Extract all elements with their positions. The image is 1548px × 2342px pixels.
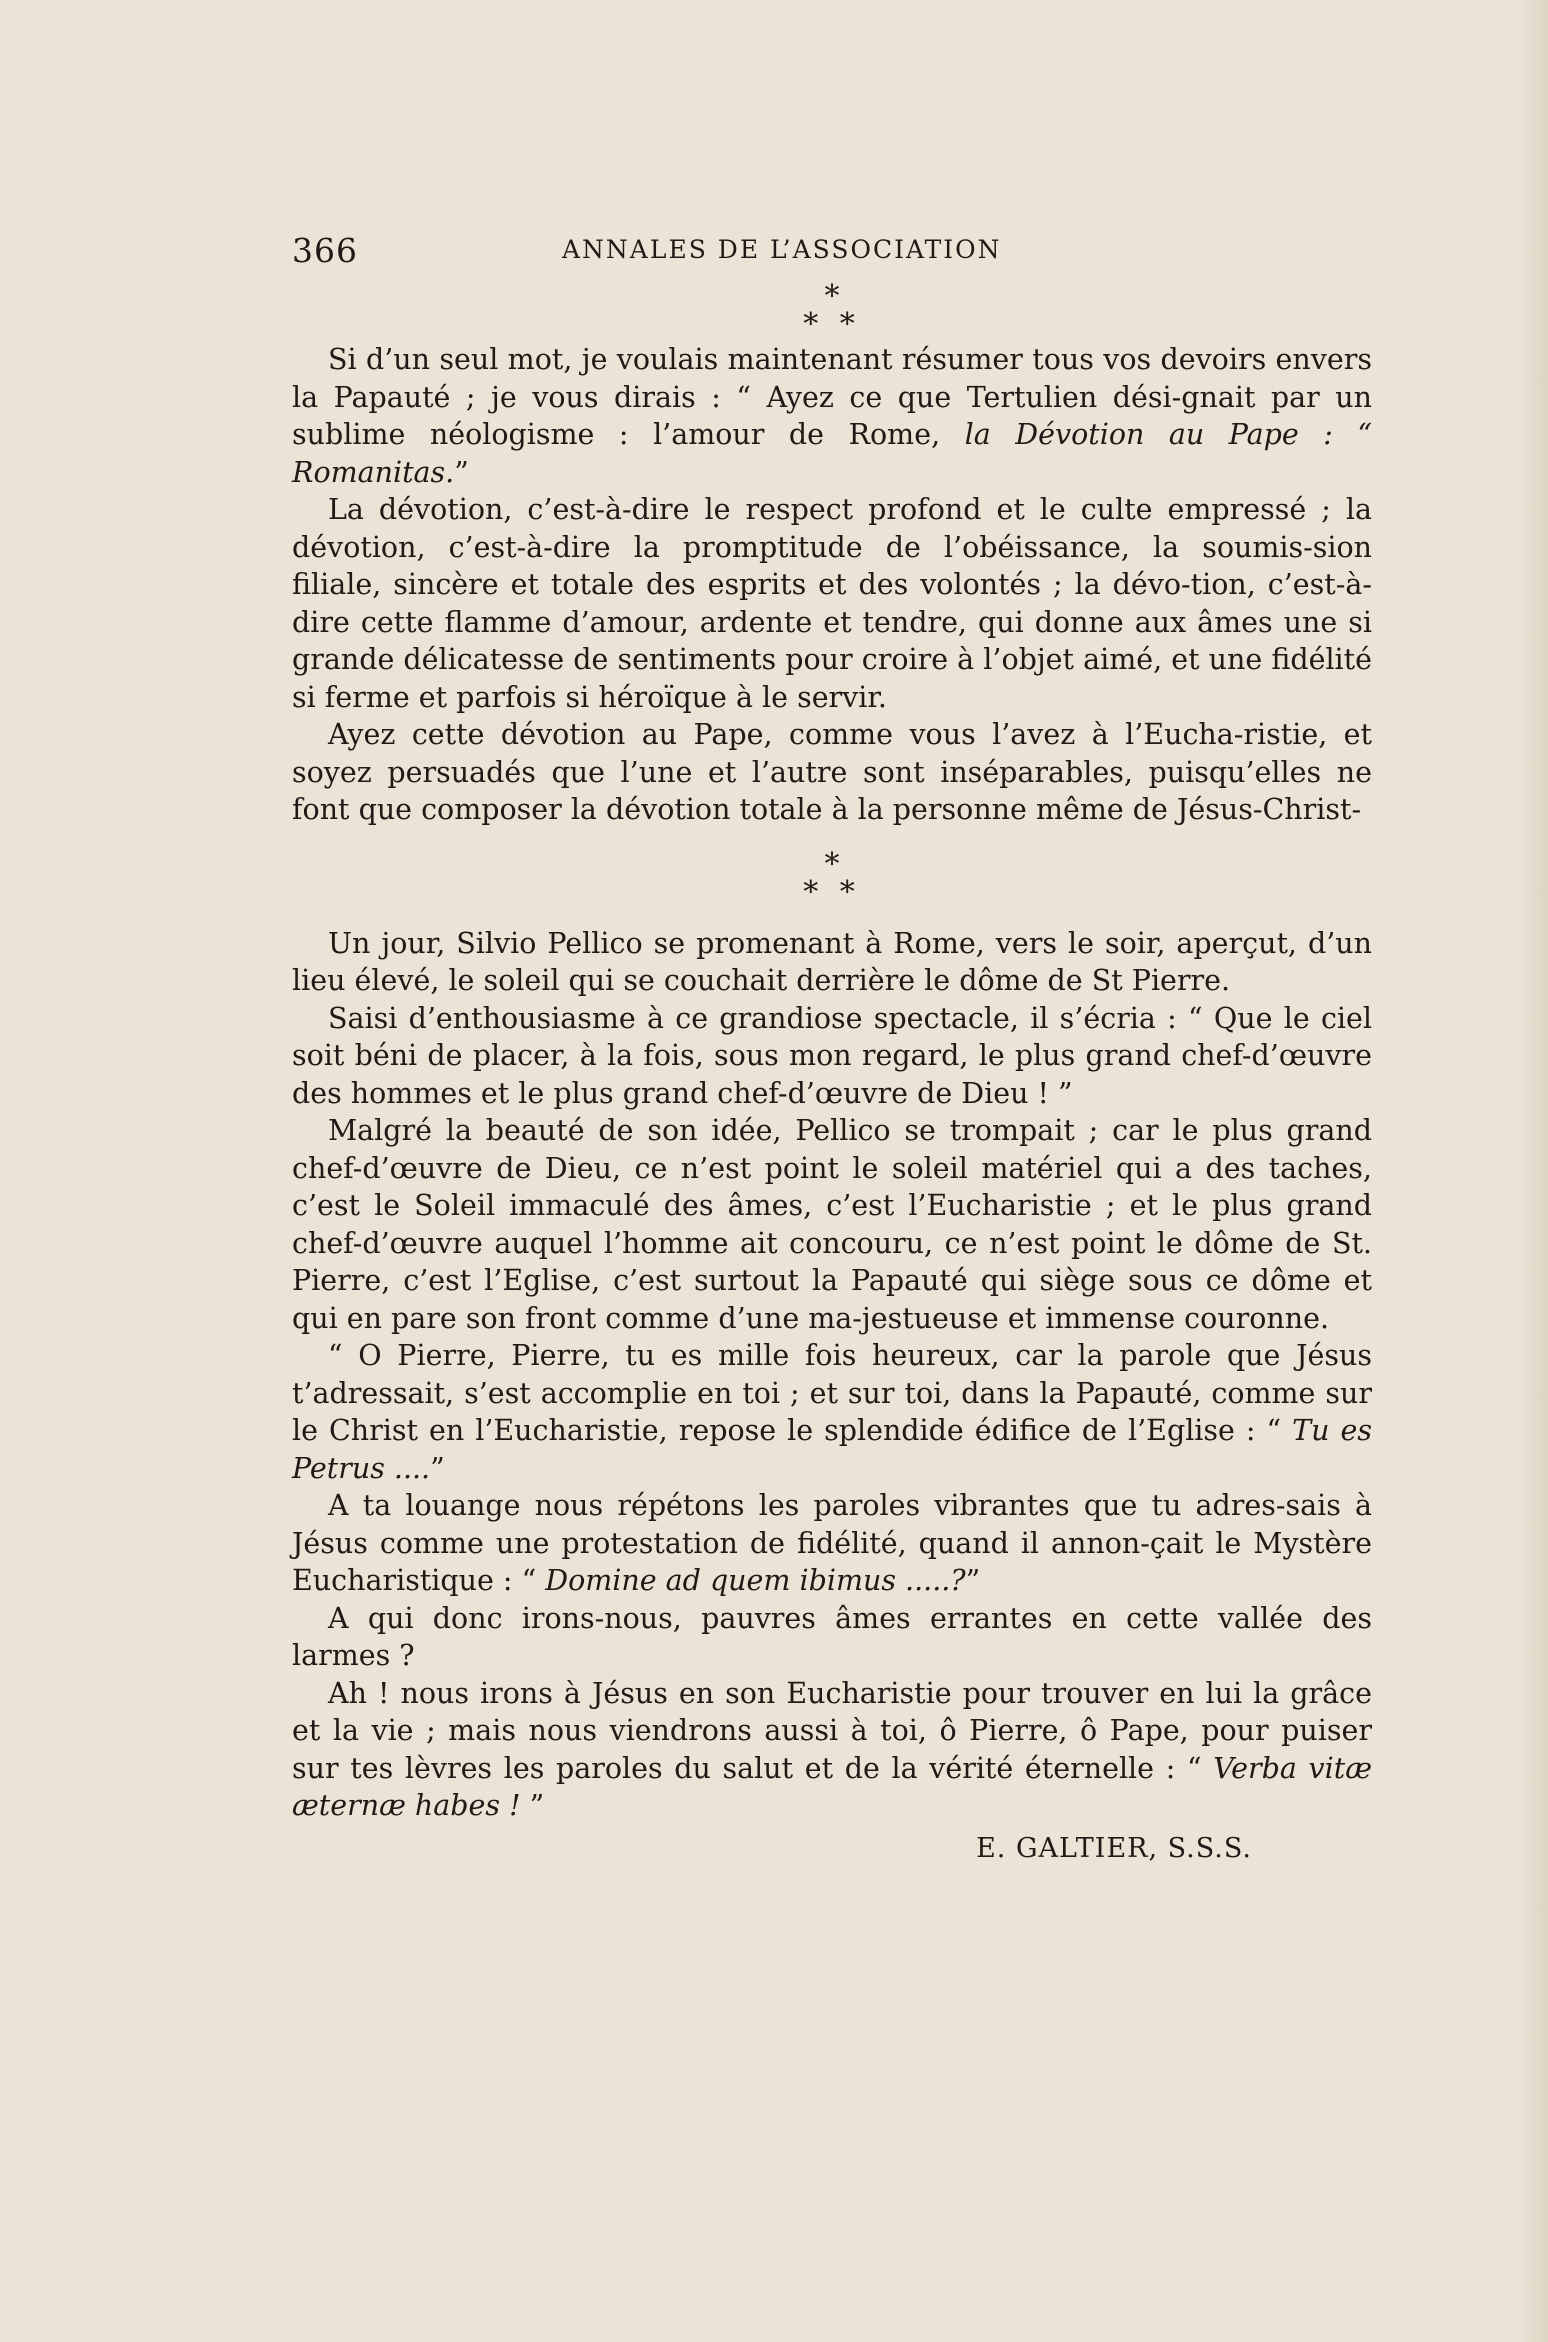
closing-quote: ” [454, 455, 469, 489]
paragraph-a-qui: A qui donc irons-nous, pauvres âmes errantes en cette vallée des larmes ? [292, 1601, 1372, 1672]
italic-quote: Verba vitæ æternæ habes ! [292, 1751, 1372, 1822]
document-page [292, 225, 1372, 1864]
running-title: ANNALES DE L’ASSOCIATION [562, 235, 1002, 264]
asterism-bottom: * * [803, 307, 861, 342]
paragraph-ah [292, 1675, 1372, 1825]
italic-quote: Tu es Petrus .... [292, 1414, 1372, 1485]
author-signature: E. GALTIER, S.S.S. [976, 1832, 1252, 1864]
closing-quote: ” [430, 1451, 445, 1485]
paragraph-text: Ah ! nous irons à Jésus en son Eucharistie pour trouver en lui la grâce et la vie ; mais nous viendrons aussi à toi, ô Pierre, ô Pape, pour puiser sur tes lèvres les paroles du salut et de la vérité éternelle : “ [292, 1676, 1372, 1785]
paragraph-devoirs [292, 341, 1372, 491]
page-header [292, 225, 1372, 283]
italic-quote: la Dévotion au Pape : “ Romanitas. [292, 418, 1372, 489]
paragraph-o-pierre [292, 1337, 1372, 1487]
asterism-bottom: * * [803, 874, 861, 910]
paragraph-text: Si d’un seul mot, je voulais maintenant résumer tous vos devoirs envers la Papauté ; je vous dirais : “ Ayez ce que Tertulien dési-gnait par un sublime néologisme : l’amour de Rome, [292, 343, 1372, 451]
closing-quote: ” [520, 1789, 545, 1822]
section-divider-asterism-1 [292, 279, 1372, 342]
paragraph-devotion-definition: La dévotion, c’est-à-dire le respect profond et le culte empressé ; la dévotion, c’est-à-dire la promptitude de l’obéissance, la soumis-sion filiale, sincère et totale des esprits et des volontés ; la dévo-tion, c’est-à-dire cette flamme d’amour, ardente et tendre, qui donne aux âmes une si grande délicatesse de sentiments pour croire à l’objet aimé, et une fidélité si ferme et parfois si héroïque à le servir. [292, 493, 1372, 714]
paragraph-devotion-pape: Ayez cette dévotion au Pape, comme vous l’avez à l’Eucha-ristie, et soyez persuadés que l’une et l’autre sont inséparables, puisqu’elles ne font que composer la dévotion totale à la personne même de Jésus-Christ- [292, 718, 1372, 826]
asterism-top: * [824, 846, 840, 882]
page-edge-shadow [1520, 0, 1548, 2342]
paragraph-louange [292, 1487, 1372, 1600]
paragraph-enthousiasme: Saisi d’enthousiasme à ce grandiose spectacle, il s’écria : “ Que le ciel soit béni de placer, à la fois, sous mon regard, le plus grand chef-d’œuvre des hommes et le plus grand chef-d’œuvre de Dieu ! ” [292, 1001, 1372, 1110]
section-divider-asterism-2 [292, 846, 1372, 910]
italic-quote: Domine ad quem ibimus .....? [545, 1564, 966, 1597]
asterism-top: * [824, 279, 840, 314]
paragraph-pellico: Un jour, Silvio Pellico se promenant à Rome, vers le soir, aperçut, d’un lieu élevé, le soleil qui se couchait derrière le dôme de St Pierre. [292, 926, 1372, 997]
page-number: 366 [292, 231, 358, 270]
paragraph-malgre: Malgré la beauté de son idée, Pellico se trompait ; car le plus grand chef-d’œuvre de Dieu, ce n’est point le soleil matériel qui a des taches, c’est le Soleil immaculé des âmes, c’est l’Eucharistie ; et le plus grand chef-d’œuvre auquel l’homme ait concouru, ce n’est point le dôme de St. Pierre, c’est l’Eglise, c’est surtout la Papauté qui siège sous ce dôme et qui en pare son front comme d’une ma-jestueuse et immense couronne. [292, 1114, 1372, 1335]
paragraph-text: A ta louange nous répétons les paroles vibrantes que tu adres-sais à Jésus comme une protestation de fidélité, quand il annon-çait le Mystère Eucharistique : “ [292, 1489, 1372, 1597]
paragraph-text: “ O Pierre, Pierre, tu es mille fois heureux, car la parole que Jésus t’adressait, s’est accomplie en toi ; et sur toi, dans la Papauté, comme sur le Christ en l’Eucharistie, repose le splendide édifice de l’Eglise : “ [292, 1339, 1372, 1447]
closing-quote: ” [965, 1564, 981, 1597]
